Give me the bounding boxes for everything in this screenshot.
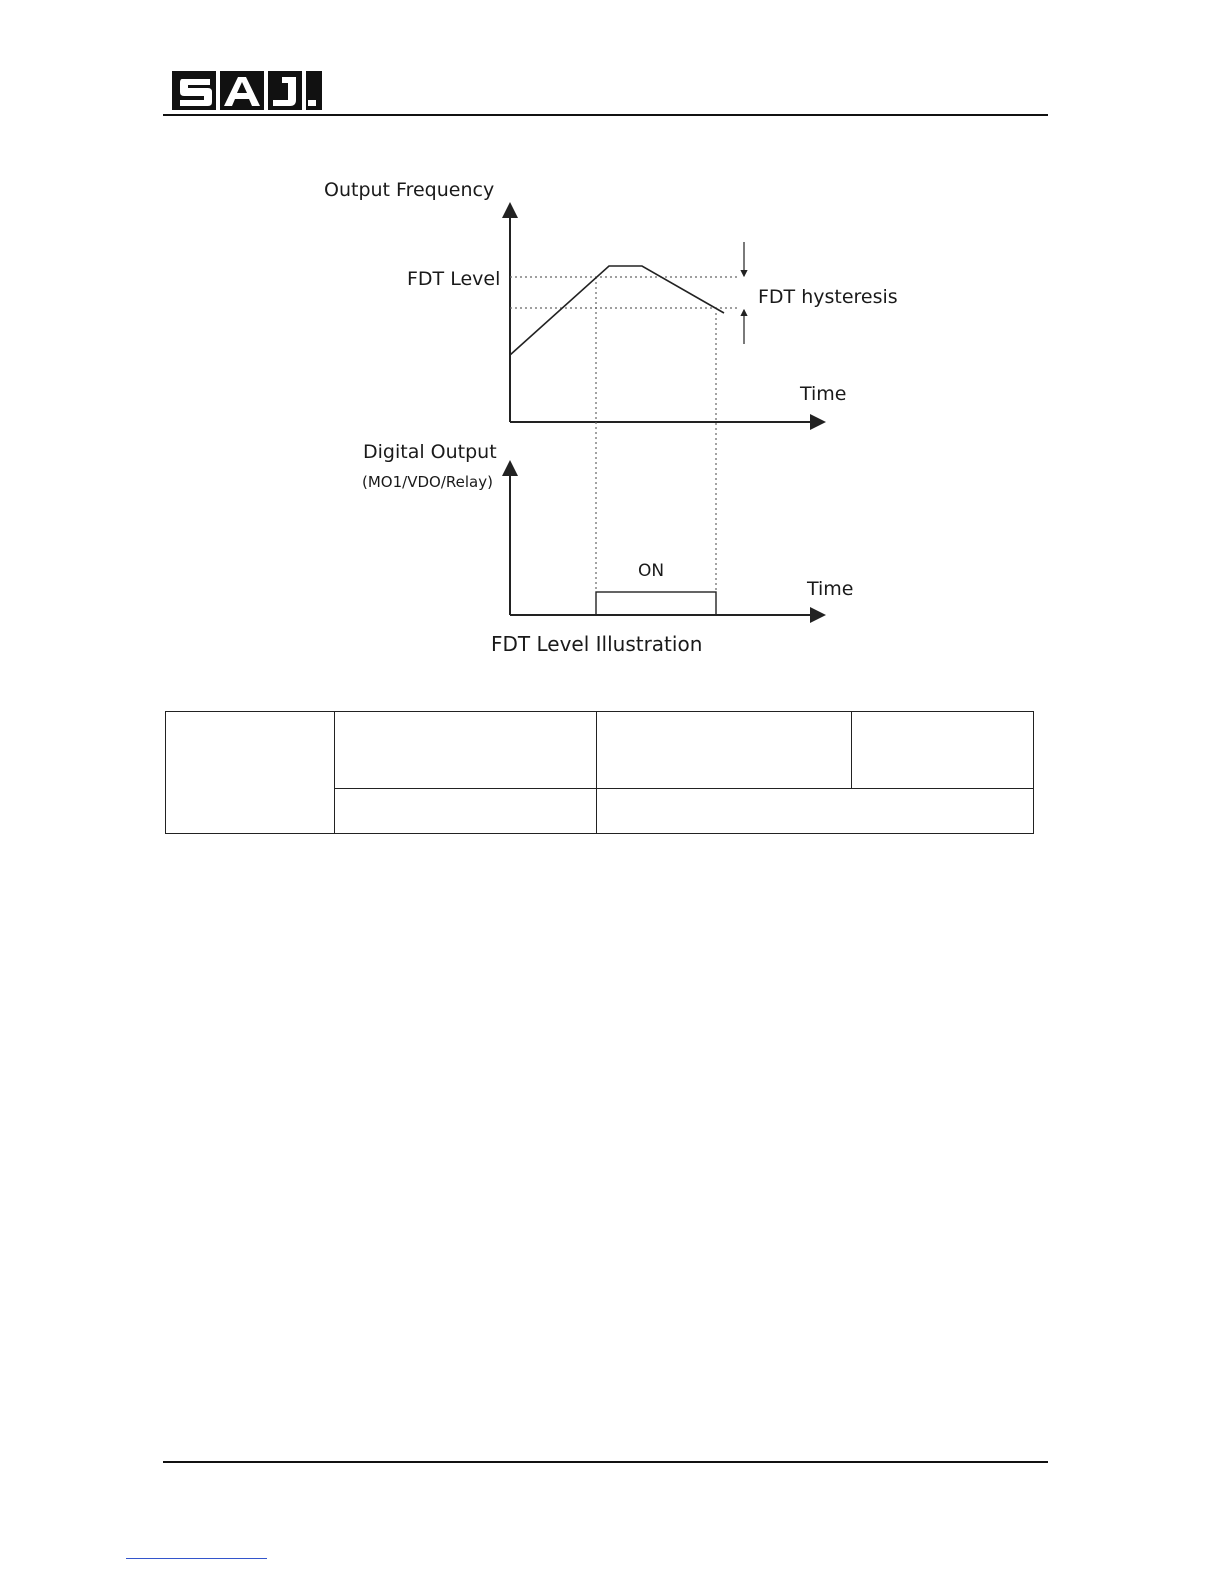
time-label-bottom: Time (807, 578, 854, 600)
on-pulse (596, 592, 716, 615)
figure-caption: FDT Level Illustration (491, 632, 703, 656)
time-label-top: Time (800, 383, 847, 405)
saj-logo (172, 71, 322, 110)
table-cell (166, 712, 335, 834)
table-cell (597, 712, 852, 789)
header-rule (163, 114, 1048, 116)
footer-link-underline[interactable] (126, 1558, 267, 1559)
table-cell (335, 712, 597, 789)
fdt-level-label: FDT Level (407, 268, 501, 290)
fdt-hysteresis-label: FDT hysteresis (758, 286, 898, 308)
parameter-table (165, 711, 1034, 834)
table-cell (335, 789, 597, 834)
frequency-curve (510, 266, 724, 355)
digital-output-sublabel: (MO1/VDO/Relay) (362, 473, 493, 491)
output-frequency-label: Output Frequency (324, 179, 495, 201)
table-cell (597, 789, 1034, 834)
digital-output-label: Digital Output (363, 441, 497, 463)
on-label: ON (638, 561, 665, 581)
table-cell (852, 712, 1034, 789)
table-row (166, 712, 1034, 789)
footer-rule (163, 1461, 1048, 1463)
fdt-level-figure (300, 160, 940, 680)
